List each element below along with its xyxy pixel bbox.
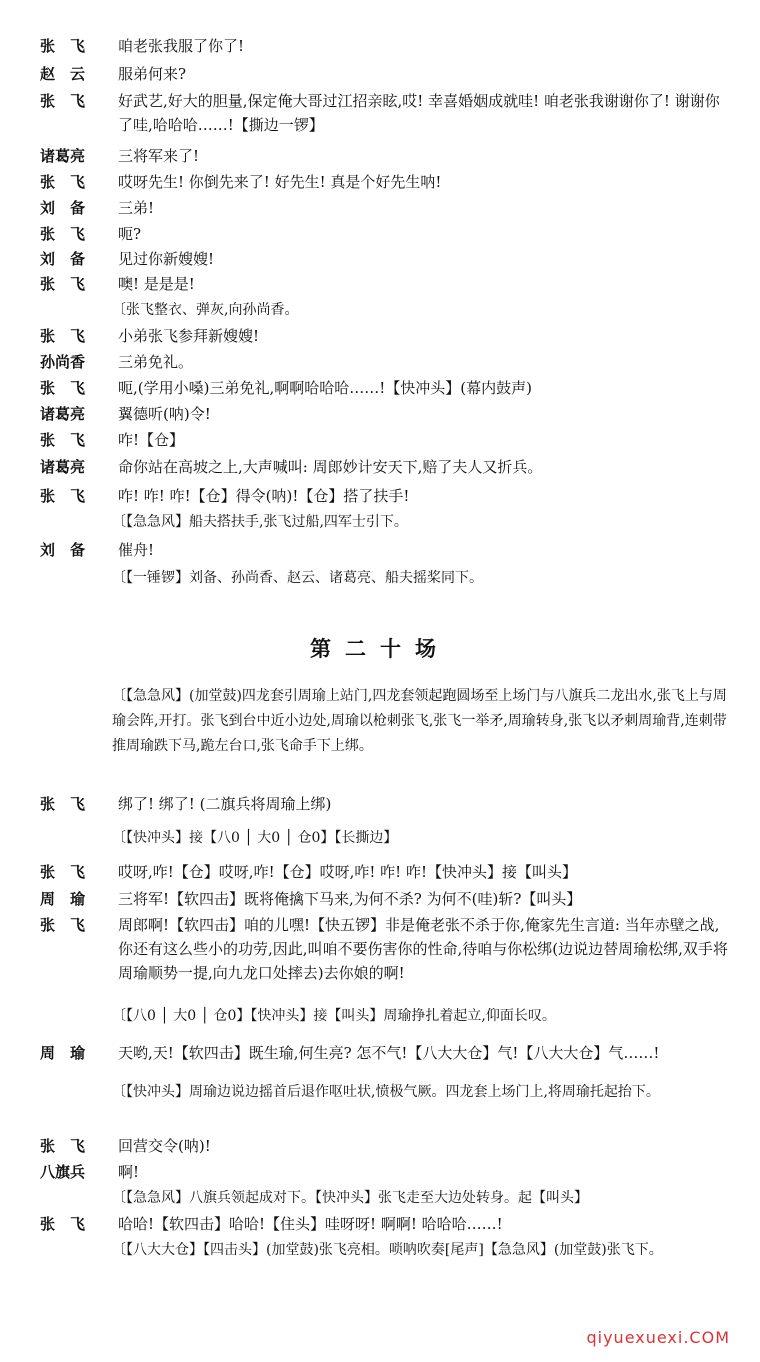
stage-direction-text: 〔【急急风】船夫搭扶手,张飞过船,四军士引下。 (112, 514, 408, 530)
line-text: 哎呀先生! 你倒先来了! 好先生! 真是个好先生呐! (118, 173, 442, 191)
line-text: 咋! 咋! 咋!【仓】得令(呐)!【仓】搭了扶手! (118, 487, 410, 505)
speaker-name: 张 飞 (40, 916, 86, 934)
line-text: 绑了! 绑了! (二旗兵将周瑜上绑) (118, 795, 332, 813)
speaker-name: 张 飞 (40, 1137, 86, 1155)
stage-direction-text: 〔【一锤锣】刘备、孙尚香、赵云、诸葛亮、船夫摇桨同下。 (112, 570, 483, 586)
stage-direction-text: 〔【急急风】八旗兵领起成对下。【快冲头】张飞走至大边处转身。起【叫头】 (112, 1190, 588, 1206)
line-text: 命你站在高坡之上,大声喊叫: 周郎妙计安天下,赔了夫人又折兵。 (118, 458, 543, 476)
speaker-name: 刘 备 (40, 199, 86, 217)
line-text: 服弟何来? (118, 65, 187, 83)
speaker-name: 张 飞 (40, 379, 86, 397)
line-text: 哎呀,咋!【仓】哎呀,咋!【仓】哎呀,咋! 咋! 咋!【快冲头】接【叫头】 (118, 863, 577, 881)
speaker-name: 诸葛亮 (40, 458, 86, 476)
line-text: 噢! 是是是! (118, 275, 195, 293)
line-text: 咱老张我服了你了! (118, 37, 245, 55)
speaker-name: 刘 备 (40, 250, 86, 268)
line-text: 小弟张飞参拜新嫂嫂! (118, 327, 260, 345)
speaker-name: 张 飞 (40, 487, 86, 505)
line-text: 三将军来了! (118, 147, 200, 165)
speaker-name: 张 飞 (40, 37, 86, 55)
line-text: 啊! (118, 1163, 140, 1181)
stage-direction-text: 〔【八大大仓】【四击头】(加堂鼓)张飞亮相。唢呐吹奏[尾声]【急急风】(加堂鼓)张飞下。 (112, 1242, 663, 1258)
percussion-notation-text: 〔【快冲头】接【八0 │ 大0 │ 仓0】【长撕边】 (112, 830, 398, 846)
line-text: 呃? (118, 225, 142, 243)
line-text: 天哟,天!【软四击】既生瑜,何生亮? 怎不气!【八大大仓】气!【八大大仓】气……! (118, 1044, 660, 1062)
speaker-name: 张 飞 (40, 173, 86, 191)
stage-direction-text: 〔张飞整衣、弹灰,向孙尚香。 (112, 302, 299, 318)
line-text: 咋!【仓】 (118, 431, 185, 449)
line-text: 周郎啊!【软四击】咱的儿嘿!【快五锣】非是俺老张不杀于你,俺家先生言道: 当年赤壁之战,你还有这么些小的功劳,因此,叫咱不要伤害你的性命,待咱与你松绑(边说边替周瑜松绑,双手将周瑜顺势一提,向九龙口处摔去)去你娘的啊! (118, 916, 728, 982)
speaker-name: 周 瑜 (40, 1044, 86, 1062)
speaker-name: 孙尚香 (40, 353, 86, 371)
line-text: 呃,(学用小嗓)三弟免礼,啊啊哈哈哈……!【快冲头】(幕内鼓声) (118, 379, 532, 397)
site-watermark: qiyuexuexi.COM (586, 1328, 730, 1347)
speaker-name: 张 飞 (40, 275, 86, 293)
line-text: 回营交令(呐)! (118, 1137, 211, 1155)
line-text: 催舟! (118, 541, 155, 559)
speaker-name: 诸葛亮 (40, 147, 86, 165)
line-text: 见过你新嫂嫂! (118, 250, 215, 268)
speaker-name: 周 瑜 (40, 890, 86, 908)
speaker-name: 张 飞 (40, 327, 86, 345)
speaker-name: 张 飞 (40, 1215, 86, 1233)
speaker-name: 张 飞 (40, 431, 86, 449)
speaker-name: 张 飞 (40, 92, 86, 110)
scene-title: 第二十场 (310, 637, 450, 661)
stage-direction-text: 〔【急急风】(加堂鼓)四龙套引周瑜上站门,四龙套领起跑圆场至上场门与八旗兵二龙出水,张飞上与周瑜会阵,开打。张飞到台中近小边处,周瑜以枪刺张飞,张飞一举矛,周瑜转身,张飞以矛刺周瑜背,连刺带推周瑜跌下马,跪左台口,张飞命手下上绑。 (112, 688, 727, 754)
percussion-notation-text: 〔【八0 │ 大0 │ 仓0】【快冲头】接【叫头】周瑜挣扎着起立,仰面长叹。 (112, 1008, 556, 1024)
speaker-name: 赵 云 (40, 65, 86, 83)
line-text: 三将军!【软四击】既将俺擒下马来,为何不杀? 为何不(哇)斩?【叫头】 (118, 890, 582, 908)
speaker-name: 八旗兵 (40, 1163, 86, 1181)
speaker-name: 诸葛亮 (40, 405, 86, 423)
speaker-name: 张 飞 (40, 795, 86, 813)
speaker-name: 刘 备 (40, 541, 86, 559)
line-text: 哈哈!【软四击】哈哈!【住头】哇呀呀! 啊啊! 哈哈哈……! (118, 1215, 503, 1233)
speaker-name: 张 飞 (40, 863, 86, 881)
line-text: 三弟免礼。 (118, 353, 194, 371)
line-text: 三弟! (118, 199, 155, 217)
line-text: 好武艺,好大的胆量,保定俺大哥过江招亲眩,哎! 幸喜婚姻成就哇! 咱老张我谢谢你了! 谢谢你了哇,哈哈哈……!【撕边一锣】 (118, 92, 720, 134)
stage-direction-text: 〔【快冲头】周瑜边说边摇首后退作呕吐状,愤极气厥。四龙套上场门上,将周瑜托起抬下。 (112, 1084, 660, 1100)
line-text: 翼德听(呐)令! (118, 405, 211, 423)
speaker-name: 张 飞 (40, 225, 86, 243)
